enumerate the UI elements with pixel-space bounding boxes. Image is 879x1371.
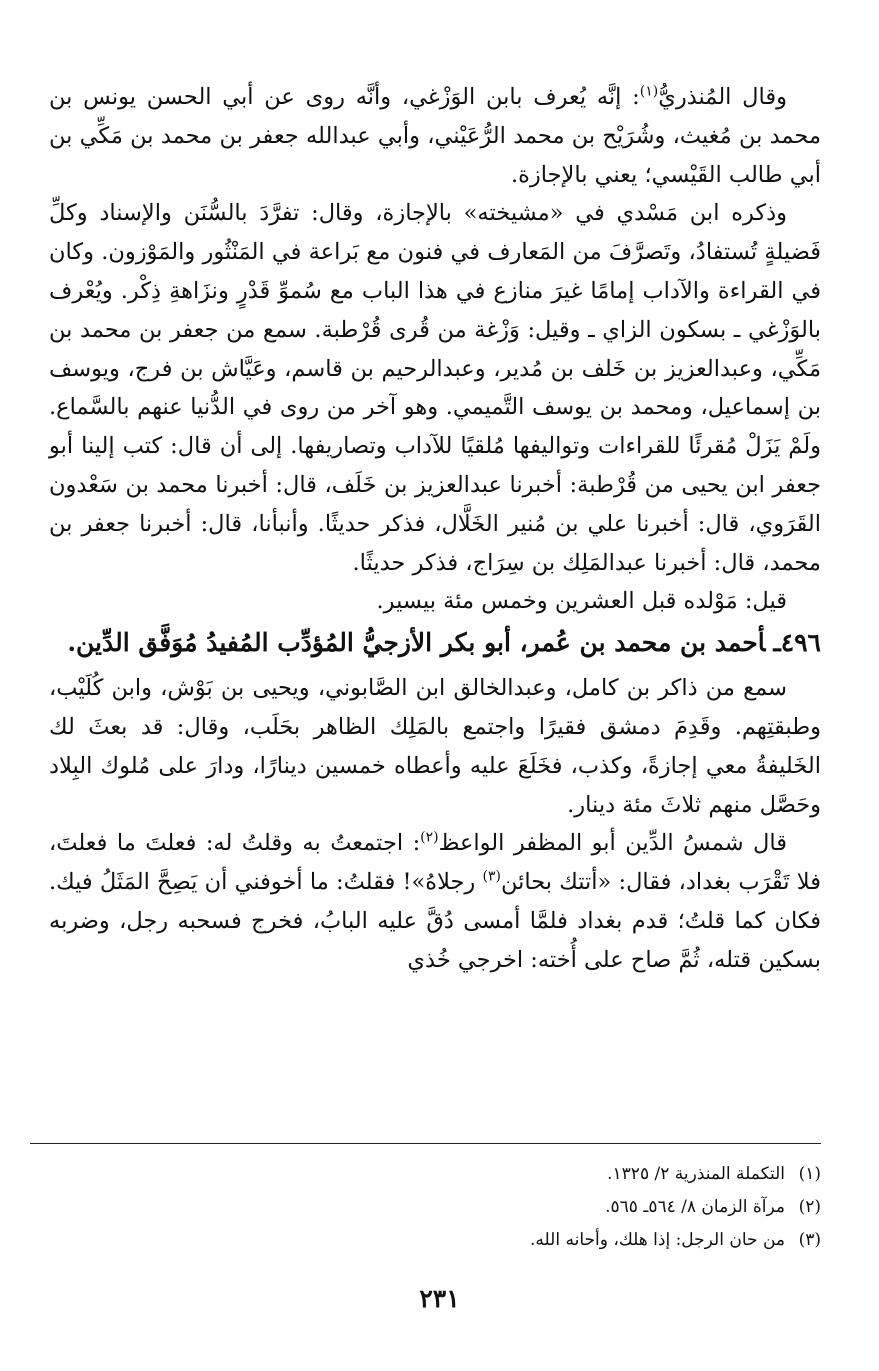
footnote-marker: (٣) [798,1230,821,1250]
paragraph-text: وقال المُنذريُّ [658,84,787,110]
footnotes [49,1158,821,1257]
footnote-text: مرآة الزمان ٨/ ٥٦٤ـ ٥٦٥. [605,1197,785,1217]
paragraph-text: قال شمسُ الدِّين أبو المظفر الواعظ [438,830,787,857]
footnote-marker: (٢) [798,1197,821,1217]
footnote-reference: (٣) [482,868,501,885]
paragraph-text: : اجتمعتُ به وقلتُ له: فعلتَ ما فعلتَ، فلا تَقْرَب بغداد، فقال: «أتتك بحائن [49,830,821,896]
footnote-reference: (٢) [420,829,439,846]
footnote [49,1191,821,1224]
footnote-reference: (١) [639,83,659,100]
paragraph-mundhiri [49,78,821,194]
page-number: ٢٣١ [419,1284,460,1313]
paragraph-text: : إنَّه يُعرف بابن الوَزْغي، وأنَّه روى عن أبي الحسن يونس بن محمد بن مُغيث، وشُرَيْح بن محمد الرُّعَيْني، وأبي عبدالله جعفر بن محمد بن مَكِّي بن أبي طالب القَيْسي؛ يعني بالإجازة. [49,84,821,188]
footnote [49,1224,821,1257]
footnote-marker: (١) [798,1164,821,1184]
paragraph-birth: قيل: مَوْلده قبل العشرين وخمس مئة بيسير. [376,588,787,615]
footnote [49,1158,821,1191]
footnote-text: من حان الرجل: إذا هلك، وأحانه الله. [530,1230,785,1250]
paragraph-sama: سمع من ذاكر بن كامل، وعبدالخالق ابن الصَّابوني، ويحيى بن بَوْش، وابن كُلَيْب، وطبقتِهم. وقَدِمَ دمشق فقيرًا واجتمع بالمَلِك الظاهر بحَلَب، وقال: قد بعثَ لك الخَليفةُ معي إجازةً، وكذب، فخَلَعَ عليه وأعطاه خمسين دينارًا، ودارَ على مُلوك البِلاد وحَصَّل منهم ثلاثَ مئة دينار. [49,675,821,818]
paragraph-text: رجلاهُ»! فقلتُ: ما أخوفني أن يَصِحَّ المَثَلُ فيك. فكان كما قلتُ؛ قدم بغداد فلمَّا أمسى دُقَّ عليه البابُ، فخرج فسحبه رجل، وضربه بسكين قتله، ثُمَّ صاح على أُخته: اخرجي خُذي [49,869,821,973]
entry-number: ٤٩٦ـ [773,628,821,658]
footnote-text: التكملة المنذرية ٢/ ١٣٢٥. [607,1164,785,1184]
entry-title: أحمد بن محمد بن عُمر، أبو بكر الأزجيُّ المُؤدِّب المُفيدُ مُوَفَّق الدِّين. [67,628,766,658]
main-text [49,78,821,980]
paragraph-shams-al-din [49,824,821,979]
footnote-divider [30,1143,821,1144]
entry-heading [49,621,821,669]
paragraph-ibn-masdi: وذكره ابن مَسْدي في «مشيخته» بالإجازة، وقال: تفرَّدَ بالسُّنَن والإسناد وكلِّ فَضيلةٍ تُستفادُ، وتَصرَّفَ من المَعارف في فنون مع بَراعة في المَنْثُور والمَوْزون. وكان في القراءة والآداب إمامًا غيرَ منازع في هذا الباب مع سُموِّ قَدْرٍ ونزَاهةِ ذِكْر. ويُعْرف بالوَزْغي ـ بسكون الزاي ـ وقيل: وَزْغة من قُرى قُرْطبة. سمع من جعفر بن محمد بن مَكِّي، وعبدالعزيز بن خَلف بن مُدير، وعبدالرحيم بن قاسم، وعَيَّاش بن فرج، ويوسف بن إسماعيل، ومحمد بن يوسف التَّميمي. وهو آخر من روى في الدُّنيا عنهم بالسَّماع. ولَمْ يَزَلْ مُقرئًا للقراءات وتواليفها مُلقيًا للآداب وتصاريفها. إلى أن قال: كتب إلينا أبو جعفر ابن يحيى من قُرْطبة: أخبرنا عبدالعزيز بن خَلَف، قال: أخبرنا محمد بن سَعْدون القَرَوي، قال: أخبرنا علي بن مُنير الخَلَّال، فذكر حديثًا. وأنبأنا، قال: أخبرنا جعفر بن محمد، قال: أخبرنا عبدالمَلِك بن سِرَاج، فذكر حديثًا. [49,200,821,576]
